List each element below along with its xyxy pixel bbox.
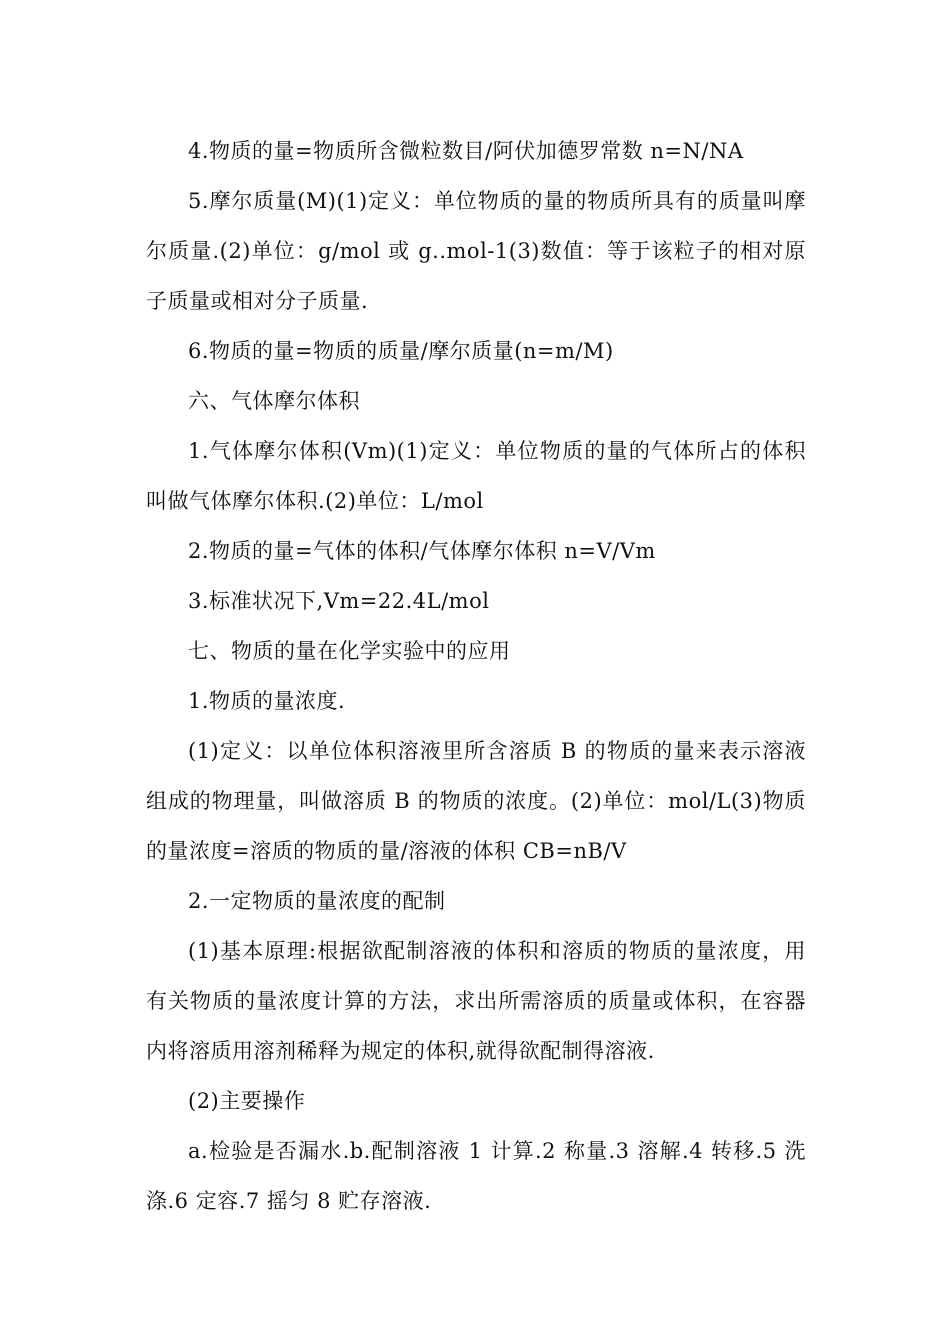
paragraph-basic-principle: (1)基本原理:根据欲配制溶液的体积和溶质的物质的量浓度，用有关物质的量浓度计算的方法，求出所需溶质的质量或体积，在容器内将溶质用溶剂稀释为规定的体积,就得欲配制得溶液. bbox=[146, 939, 806, 1063]
paragraph-molar-amount-volume: 2.物质的量=气体的体积/气体摩尔体积 n=V/Vm bbox=[188, 539, 656, 563]
section-heading-experiment-application: 七、物质的量在化学实验中的应用 bbox=[188, 639, 511, 663]
paragraph-gas-molar-volume-definition: 1.气体摩尔体积(Vm)(1)定义：单位物质的量的气体所占的体积叫做气体摩尔体积.(2)单位：L/mol bbox=[146, 439, 806, 513]
paragraph-main-operations-title: (2)主要操作 bbox=[188, 1089, 306, 1113]
paragraph-operation-steps: a.检验是否漏水.b.配制溶液 1 计算.2 称量.3 溶解.4 转移.5 洗涤.6 定容.7 摇匀 8 贮存溶液. bbox=[146, 1139, 806, 1213]
document-body bbox=[146, 126, 806, 1226]
paragraph-concentration-title: 1.物质的量浓度. bbox=[188, 689, 346, 713]
paragraph-preparation-title: 2.一定物质的量浓度的配制 bbox=[188, 889, 446, 913]
section-heading-gas-molar-volume: 六、气体摩尔体积 bbox=[188, 389, 360, 413]
paragraph-molar-amount-particles: 4.物质的量=物质所含微粒数目/阿伏加德罗常数 n=N/NA bbox=[188, 139, 744, 163]
paragraph-molar-amount-mass: 6.物质的量=物质的质量/摩尔质量(n=m/M) bbox=[188, 339, 614, 363]
paragraph-standard-conditions: 3.标准状况下,Vm=22.4L/mol bbox=[188, 589, 490, 613]
paragraph-molar-mass: 5.摩尔质量(M)(1)定义：单位物质的量的物质所具有的质量叫摩尔质量.(2)单位：g/mol 或 g..mol-1(3)数值：等于该粒子的相对原子质量或相对分子质量. bbox=[146, 189, 806, 313]
paragraph-concentration-definition: (1)定义：以单位体积溶液里所含溶质 B 的物质的量来表示溶液组成的物理量，叫做溶质 B 的物质的浓度。(2)单位：mol/L(3)物质的量浓度=溶质的物质的量/溶液的体积 CB=nB/V bbox=[146, 739, 806, 863]
